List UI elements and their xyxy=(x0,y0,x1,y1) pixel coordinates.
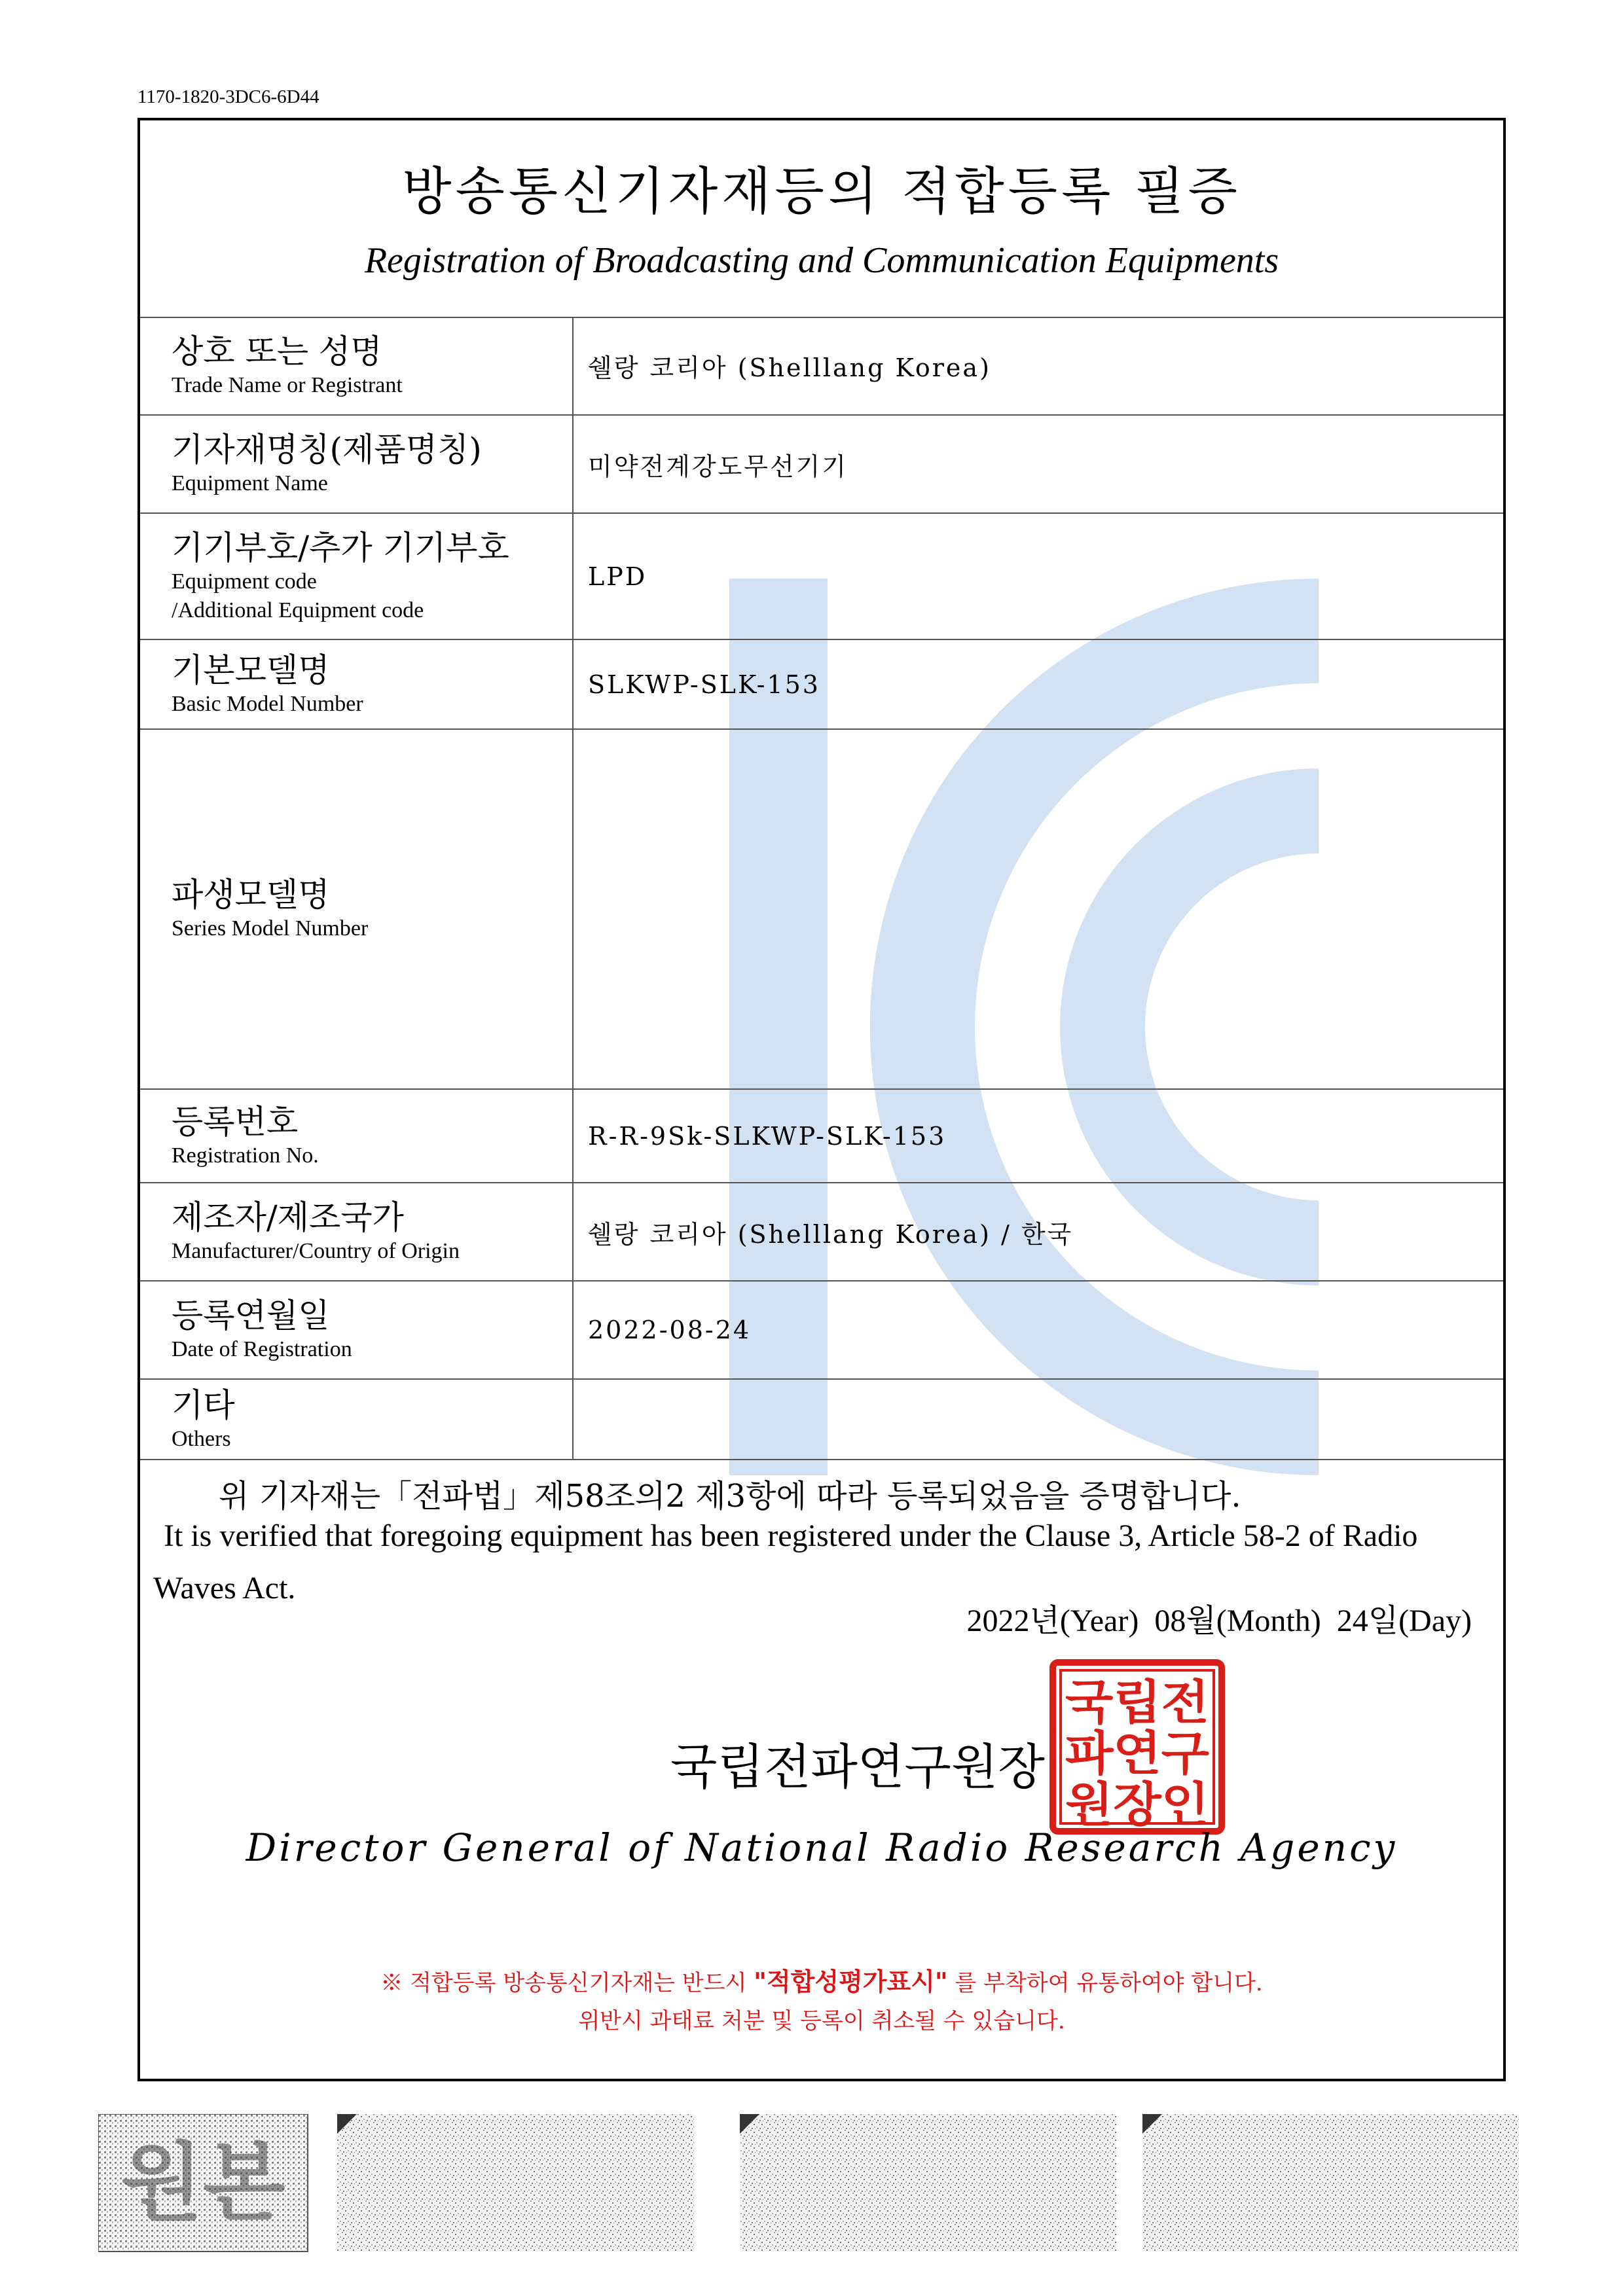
notice-line-1: ※ 적합등록 방송통신기자재는 반드시 "적합성평가표시" 를 부착하여 유통하여야 합니다. xyxy=(380,1967,1263,1996)
label-korean: 기자재명칭(제품명칭) xyxy=(172,431,482,469)
value-trade-name: 쉘랑 코리아 (Shelllang Korea) xyxy=(573,317,1503,415)
label-korean: 등록연월일 xyxy=(172,1297,330,1335)
label-korean: 기타 xyxy=(172,1386,235,1424)
row-equipment-name xyxy=(140,415,1503,513)
security-noise-block-3 xyxy=(1142,2114,1519,2251)
seal-line-1: 국립전 xyxy=(1065,1675,1209,1730)
label-english: Others xyxy=(172,1426,231,1451)
value-others xyxy=(573,1379,1503,1460)
original-copy-mark-icon xyxy=(98,2114,308,2251)
date-year-ko: 년 xyxy=(1029,1602,1060,1639)
security-noise-block-1 xyxy=(337,2114,694,2251)
row-registration-date xyxy=(140,1281,1503,1379)
date-day: 24 xyxy=(1336,1604,1368,1638)
seal-line-2: 파연구 xyxy=(1065,1726,1210,1781)
registration-info-table xyxy=(140,317,1503,1460)
warning-notice xyxy=(140,1963,1503,2040)
label-korean: 기본모델명 xyxy=(172,651,330,689)
title-korean: 방송통신기자재등의 적합등록 필증 xyxy=(402,162,1241,221)
date-month-en: (Month) xyxy=(1216,1604,1321,1638)
title-english: Registration of Broadcasting and Communication Equipments xyxy=(364,240,1279,281)
label-english: Equipment Name xyxy=(172,471,328,495)
row-trade-name xyxy=(140,317,1503,415)
date-day-ko: 일 xyxy=(1368,1602,1399,1639)
issuer-korean: 국립전파연구원장 xyxy=(670,1739,1045,1795)
label-english: Series Model Number xyxy=(172,916,369,941)
value-registration-number: R-R-9Sk-SLKWP-SLK-153 xyxy=(573,1089,1503,1183)
certificate-header xyxy=(140,120,1503,318)
value-equipment-code: LPD xyxy=(573,513,1503,639)
statement-korean: 위 기자재는「전파법」제58조의2 제3항에 따라 등록되었음을 증명합니다. xyxy=(219,1478,1241,1515)
label-korean: 제조자/제조국가 xyxy=(172,1198,404,1236)
value-basic-model: SLKWP-SLK-153 xyxy=(573,639,1503,729)
issue-date xyxy=(967,1595,1472,1640)
label-korean: 파생모델명 xyxy=(172,876,330,914)
seal-line-3: 원장인 xyxy=(1065,1777,1209,1832)
row-others xyxy=(140,1379,1503,1460)
date-day-en: (Day) xyxy=(1398,1604,1472,1638)
label-english: Registration No. xyxy=(172,1143,319,1168)
row-basic-model xyxy=(140,639,1503,729)
label-korean: 기기부호/추가 기기부호 xyxy=(172,528,509,567)
date-month: 08 xyxy=(1154,1604,1186,1638)
date-month-ko: 월 xyxy=(1186,1602,1216,1639)
issuer-english: Director General of National Radio Research Agency xyxy=(246,1825,1398,1870)
notice-emphasis: "적합성평가표시" xyxy=(754,1967,948,1996)
value-equipment-name: 미약전계강도무선기기 xyxy=(573,415,1503,513)
value-manufacturer: 쉘랑 코리아 (Shelllang Korea) / 한국 xyxy=(573,1183,1503,1281)
value-registration-date: 2022-08-24 xyxy=(573,1281,1503,1379)
label-english: Basic Model Number xyxy=(172,691,363,716)
label-english: Date of Registration xyxy=(172,1337,352,1361)
value-series-model xyxy=(573,729,1503,1089)
label-english: Equipment code xyxy=(172,569,317,594)
label-english: Trade Name or Registrant xyxy=(172,372,403,397)
certificate-frame xyxy=(137,118,1506,2081)
label-english: Manufacturer/Country of Origin xyxy=(172,1239,460,1263)
notice-line-2: 위반시 과태료 처분 및 등록이 취소될 수 있습니다. xyxy=(578,2008,1065,2034)
official-seal-stamp xyxy=(1049,1659,1226,1835)
statement-english: It is verified that foregoing equipment has been registered under the Clause 3, Article 58-2 of Radio Waves Act. xyxy=(153,1518,1418,1605)
row-manufacturer xyxy=(140,1183,1503,1281)
label-english-secondary: /Additional Equipment code xyxy=(172,598,424,622)
label-korean: 등록번호 xyxy=(172,1102,299,1141)
document-id: 1170-1820-3DC6-6D44 xyxy=(137,86,319,107)
date-year: 2022 xyxy=(966,1604,1030,1638)
row-series-model xyxy=(140,729,1503,1089)
row-equipment-code xyxy=(140,513,1503,639)
security-noise-block-2 xyxy=(740,2114,1116,2251)
svg-text:원본: 원본 xyxy=(120,2133,285,2233)
row-registration-number xyxy=(140,1089,1503,1183)
label-korean: 상호 또는 성명 xyxy=(172,332,382,370)
date-year-en: (Year) xyxy=(1059,1604,1139,1638)
security-pattern-strip xyxy=(98,2114,1525,2265)
